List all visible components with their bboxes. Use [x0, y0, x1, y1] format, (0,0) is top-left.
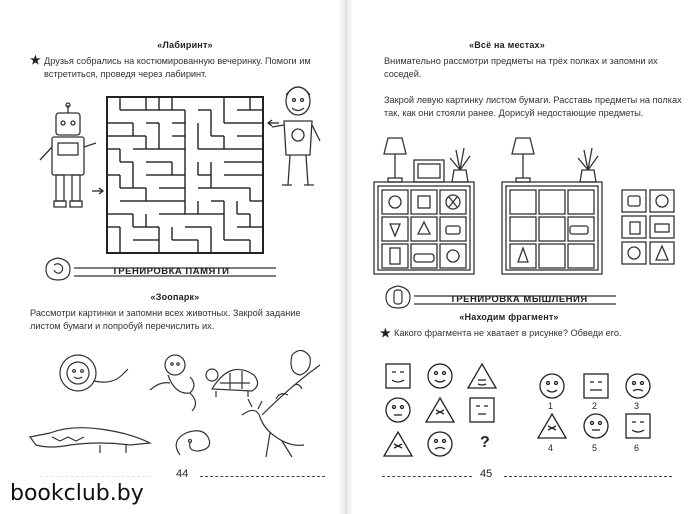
- fragment-title: «Находим фрагмент»: [459, 312, 559, 322]
- labyrinth-text: Друзья собрались на костюмированную вечеринку. Помоги им встретиться, проведя через лабиринт.: [44, 56, 311, 79]
- shelves-illustration: [374, 134, 694, 276]
- question-mark: ?: [480, 434, 490, 451]
- thinking-banner-label: ТРЕНИРОВКА МЫШЛЕНИЯ: [450, 294, 588, 305]
- option-label-6: 6: [634, 443, 640, 453]
- dashed-divider: [382, 470, 472, 477]
- labyrinth-title: «Лабиринт»: [157, 40, 213, 50]
- star-icon: ★: [380, 326, 391, 340]
- option-label-5: 5: [592, 443, 598, 453]
- zoo-title: «Зоопарк»: [150, 292, 200, 302]
- dashed-divider: [200, 470, 325, 477]
- shelves-title: «Всё на местах»: [469, 40, 545, 50]
- fragment-options[interactable]: [538, 372, 658, 460]
- memory-banner-label: ТРЕНИРОВКА ПАМЯТИ: [112, 266, 230, 277]
- page-number-right: 45: [480, 468, 493, 480]
- robot-illustration: [40, 105, 100, 215]
- costume-character-illustration: [272, 85, 322, 195]
- star-icon: ★: [30, 53, 41, 67]
- shelves-text-2: Закрой левую картинку листом бумаги. Расставь предметы на полках так, как они стояли ранее. Дорисуй недостающие предметы.: [384, 95, 682, 118]
- option-label-4: 4: [548, 443, 554, 453]
- dashed-divider: [504, 470, 672, 477]
- left-page: [0, 0, 340, 514]
- fragment-text: Какого фрагмента не хватает в рисунке? Обведи его.: [394, 328, 622, 338]
- watermark-logo: bookclub.by: [0, 474, 154, 514]
- option-label-1: 1: [548, 401, 554, 411]
- animals-illustration: [30, 345, 330, 465]
- option-label-2: 2: [592, 401, 598, 411]
- option-label-3: 3: [634, 401, 640, 411]
- right-page: [352, 0, 700, 514]
- fragment-grid: [382, 360, 522, 460]
- arrow-right-icon: [92, 186, 106, 196]
- page-number-left: 44: [176, 468, 189, 480]
- maze[interactable]: [105, 95, 265, 255]
- zoo-text: Рассмотри картинки и запомни всех животных. Закрой задание листом бумаги и попробуй перечислить их.: [30, 308, 301, 331]
- shelves-text-1: Внимательно рассмотри предметы на трёх полках и запомни их соседей.: [384, 56, 658, 79]
